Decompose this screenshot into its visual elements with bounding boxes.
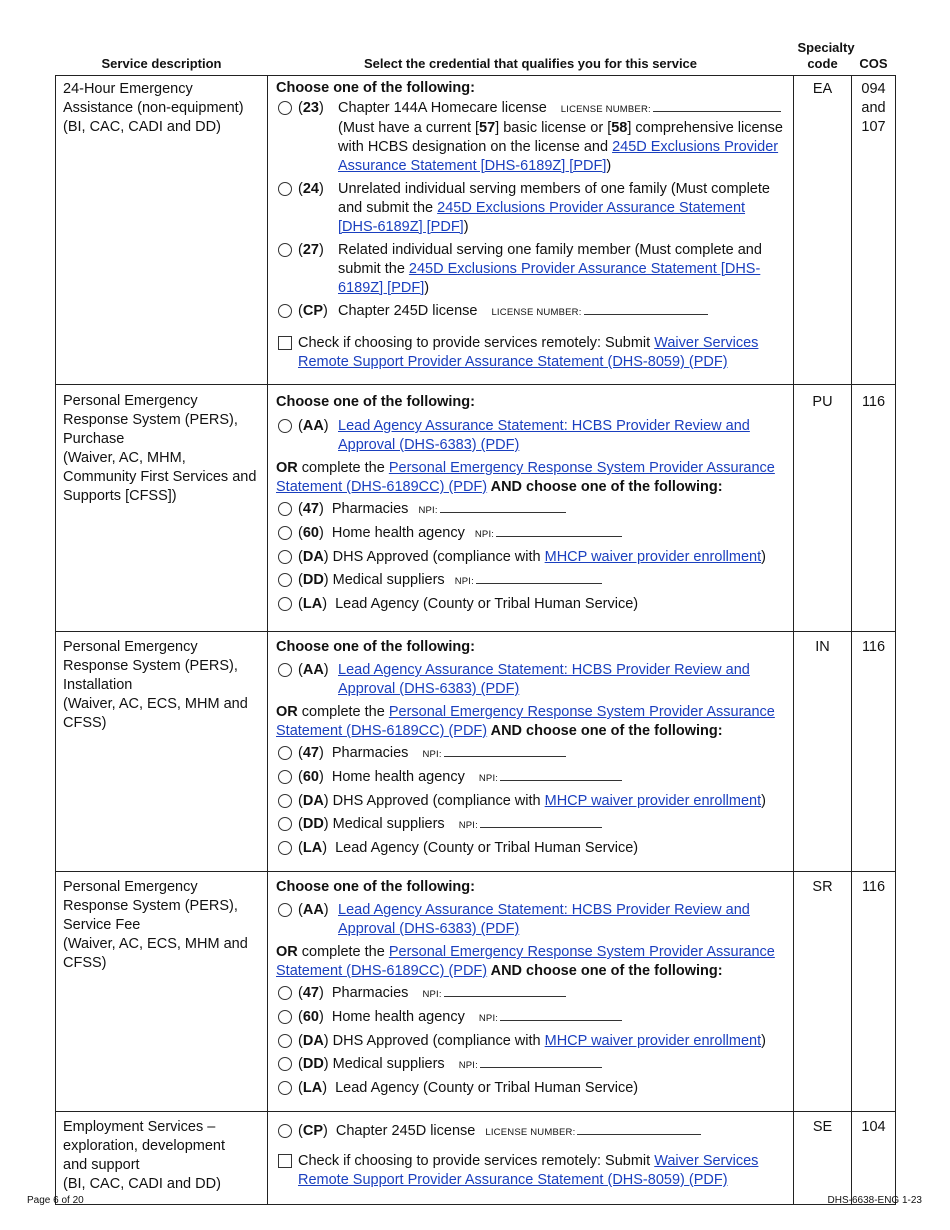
cos-value: 104 — [852, 1112, 896, 1205]
cos-value: 116 — [852, 632, 896, 872]
or-instruction — [276, 459, 787, 497]
table-row — [56, 632, 896, 872]
option-text: Chapter 144A Homecare license — [338, 100, 547, 116]
desc-line: Supports [CFSS]) — [63, 488, 177, 504]
option-dd-radio[interactable] — [278, 1057, 292, 1071]
option-dd-radio[interactable] — [278, 817, 292, 831]
desc-line: Personal Emergency — [63, 879, 198, 895]
option-60: (60) Home health agency NPI: — [276, 768, 787, 788]
option-text: Unrelated individual serving members of one family (Must complete and submit the — [338, 181, 770, 216]
desc-line: Purchase — [63, 431, 125, 447]
npi-label: NPI: — [478, 1013, 499, 1024]
desc-line: Installation — [63, 677, 133, 693]
option-47: (47) Pharmacies NPI: — [276, 984, 787, 1004]
option-text: Chapter 245D license — [338, 303, 478, 319]
option-23: (23) Chapter 144A Homecare license LICENSE NUMBER: (Must have a current [57] basic license or [58] comprehensive license with HCBS designation on the license and 245D Exclusions Provider Assurance Statement [DHS-6189Z] [PDF]) — [276, 99, 787, 176]
note-code: 57 — [479, 120, 496, 136]
option-cp: (CP) Chapter 245D license LICENSE NUMBER: — [276, 1122, 787, 1142]
license-number-field[interactable] — [653, 110, 781, 112]
license-number-field[interactable] — [584, 313, 708, 315]
option-code: 60 — [302, 525, 319, 541]
option-code: LA — [302, 596, 323, 612]
option-text: DHS Approved (compliance with — [332, 793, 545, 809]
credential-options — [268, 76, 794, 385]
option-60-radio[interactable] — [278, 1010, 292, 1024]
option-close: ) — [761, 549, 766, 565]
and-label: AND choose one of the following: — [487, 723, 723, 739]
specialty-code: SR — [794, 872, 852, 1112]
option-code: 23 — [302, 100, 319, 116]
desc-line: exploration, development — [63, 1138, 226, 1154]
npi-label: NPI: — [474, 529, 495, 540]
option-dd: (DD) Medical suppliers NPI: — [276, 815, 787, 835]
option-text: Related individual serving one family member (Must complete and submit the — [338, 242, 762, 277]
option-60-radio[interactable] — [278, 526, 292, 540]
cos-value: 116 — [852, 385, 896, 632]
option-la: (LA) Lead Agency (County or Tribal Human Service) — [276, 839, 787, 858]
or-text: complete the — [297, 460, 389, 476]
desc-line: Assistance (non-equipment) — [63, 100, 244, 116]
desc-line: CFSS) — [63, 955, 107, 971]
desc-line: and support — [63, 1157, 140, 1173]
desc-line: (BI, CAC, CADI and DD) — [63, 1176, 221, 1192]
option-text: Home health agency — [331, 769, 465, 785]
option-text: Lead Agency (County or Tribal Human Service) — [335, 1080, 639, 1096]
or-label: OR — [276, 460, 298, 476]
option-text: Pharmacies — [331, 745, 409, 761]
lead-agency-assurance-link[interactable]: Lead Agency Assurance Statement: HCBS Provider Review and Approval (DHS-6383) (PDF) — [338, 662, 750, 697]
desc-line: (BI, CAC, CADI and DD) — [63, 119, 221, 135]
desc-line: CFSS) — [63, 715, 107, 731]
license-number-label: LICENSE NUMBER: — [485, 1127, 576, 1138]
option-text: Chapter 245D license — [335, 1123, 476, 1139]
remote-text: Check if choosing to provide services remotely: Submit — [298, 1153, 655, 1169]
header-specialty-code — [794, 40, 855, 76]
note-text: ] comprehensive license with HCBS designation on the license and — [338, 120, 783, 155]
choose-heading: Choose one of the following: — [276, 394, 475, 410]
option-text: Lead Agency (County or Tribal Human Service) — [335, 840, 639, 856]
option-cp-radio[interactable] — [278, 304, 292, 318]
form-number: DHS-6638-ENG 1-23 — [827, 1195, 922, 1206]
remote-support-link[interactable]: Waiver Services Remote Support Provider Assurance Statement (DHS-8059) (PDF) — [298, 335, 759, 370]
header-specialty-line1: Specialty — [797, 40, 855, 55]
pers-assurance-link[interactable]: Personal Emergency Response System Provider Assurance Statement (DHS-6189CC) (PDF) — [276, 944, 775, 979]
option-la-radio[interactable] — [278, 841, 292, 855]
option-aa: (AA) Lead Agency Assurance Statement: HCBS Provider Review and Approval (DHS-6383) (PDF) — [276, 661, 787, 699]
npi-field[interactable] — [444, 995, 566, 997]
service-description — [56, 872, 268, 1112]
desc-line: Employment Services – — [63, 1119, 216, 1135]
245d-exclusions-link[interactable]: 245D Exclusions Provider Assurance Statement [DHS-6189Z] [PDF] — [338, 200, 746, 235]
option-23-note — [338, 119, 787, 176]
credential-table — [55, 40, 896, 1205]
option-text: DHS Approved (compliance with — [332, 549, 545, 565]
page-number: Page 6 of 20 — [27, 1195, 84, 1206]
cos-value: 116 — [852, 872, 896, 1112]
option-code: 24 — [302, 181, 319, 197]
choose-heading: Choose one of the following: — [276, 80, 475, 96]
option-text: Pharmacies — [331, 985, 409, 1001]
desc-line: Response System (PERS), — [63, 898, 238, 914]
option-aa-radio[interactable] — [278, 903, 292, 917]
option-47-radio[interactable] — [278, 986, 292, 1000]
option-la-radio[interactable] — [278, 597, 292, 611]
npi-label: NPI: — [458, 1060, 478, 1071]
lead-agency-assurance-link[interactable]: Lead Agency Assurance Statement: HCBS Provider Review and Approval (DHS-6383) (PDF) — [338, 418, 750, 453]
cos-line: 107 — [861, 119, 886, 135]
mhcp-enrollment-link[interactable]: MHCP waiver provider enrollment — [544, 549, 762, 565]
pers-assurance-link[interactable]: Personal Emergency Response System Provider Assurance Statement (DHS-6189CC) (PDF) — [276, 460, 775, 495]
desc-line: (Waiver, AC, ECS, MHM and — [63, 696, 248, 712]
option-aa-radio[interactable] — [278, 419, 292, 433]
option-23-radio[interactable] — [278, 101, 292, 115]
credential-options — [268, 632, 794, 872]
desc-line: (Waiver, AC, MHM, — [63, 450, 186, 466]
option-code: DD — [302, 1056, 324, 1072]
option-text: Medical suppliers — [332, 1056, 445, 1072]
table-row — [56, 872, 896, 1112]
npi-field[interactable] — [480, 826, 602, 828]
option-close: ) — [463, 219, 469, 235]
desc-line: Personal Emergency — [63, 639, 198, 655]
or-label: OR — [276, 944, 298, 960]
and-label: AND choose one of the following: — [487, 963, 723, 979]
desc-line: Response System (PERS), — [63, 658, 238, 674]
license-number-label: LICENSE NUMBER: — [491, 307, 582, 318]
specialty-code: EA — [794, 76, 852, 385]
desc-line: Service Fee — [63, 917, 141, 933]
credential-options — [268, 385, 794, 632]
remote-support-link[interactable]: Waiver Services Remote Support Provider Assurance Statement (DHS-8059) (PDF) — [298, 1153, 759, 1188]
option-code: LA — [302, 840, 323, 856]
option-24-radio[interactable] — [278, 182, 292, 196]
service-description — [56, 385, 268, 632]
note-close: ) — [606, 158, 612, 174]
cos-line: and — [861, 100, 886, 116]
option-text: Medical suppliers — [332, 572, 445, 588]
option-47: (47) Pharmacies NPI: — [276, 744, 787, 764]
option-47: (47) Pharmacies NPI: — [276, 500, 787, 520]
option-la: (LA) Lead Agency (County or Tribal Human Service) — [276, 1079, 787, 1098]
specialty-code: SE — [794, 1112, 852, 1205]
header-service-description: Service description — [101, 56, 222, 71]
option-code: 47 — [302, 745, 319, 761]
245d-exclusions-link[interactable]: 245D Exclusions Provider Assurance Statement [DHS-6189Z] [PDF] — [338, 139, 779, 174]
option-da: (DA) DHS Approved (compliance with MHCP waiver provider enrollment) — [276, 792, 787, 811]
or-label: OR — [276, 704, 298, 720]
option-text: Home health agency — [331, 1009, 465, 1025]
service-description — [56, 632, 268, 872]
header-specialty-line2: code — [807, 56, 838, 71]
option-da: (DA) DHS Approved (compliance with MHCP waiver provider enrollment) — [276, 1032, 787, 1051]
credential-table-wrapper — [55, 40, 895, 1205]
option-dd: (DD) Medical suppliers NPI: — [276, 1055, 787, 1075]
option-47-radio[interactable] — [278, 502, 292, 516]
option-code: AA — [302, 902, 324, 918]
remote-services-check — [276, 334, 787, 372]
desc-line: Personal Emergency — [63, 393, 198, 409]
table-row — [56, 385, 896, 632]
option-cp-radio[interactable] — [278, 1124, 292, 1138]
option-code: AA — [302, 418, 324, 434]
option-code: DA — [302, 549, 324, 565]
credential-options — [268, 1112, 794, 1205]
option-27: (27) Related individual serving one family member (Must complete and submit the 245D Exclusions Provider Assurance Statement [DHS-6189Z] [PDF]) — [276, 241, 787, 298]
or-text: complete the — [297, 704, 389, 720]
option-47-radio[interactable] — [278, 746, 292, 760]
option-aa: (AA) Lead Agency Assurance Statement: HCBS Provider Review and Approval (DHS-6383) (PDF) — [276, 417, 787, 455]
option-60-radio[interactable] — [278, 770, 292, 784]
cos-value — [852, 76, 896, 385]
option-text: Home health agency — [331, 525, 465, 541]
option-text: Pharmacies — [331, 501, 409, 517]
choose-heading: Choose one of the following: — [276, 879, 475, 895]
option-close: ) — [761, 793, 766, 809]
table-row — [56, 1112, 896, 1205]
mhcp-enrollment-link[interactable]: MHCP waiver provider enrollment — [544, 793, 762, 809]
license-number-field[interactable] — [577, 1133, 701, 1135]
option-da-radio[interactable] — [278, 794, 292, 808]
option-la: (LA) Lead Agency (County or Tribal Human Service) — [276, 595, 787, 614]
table-row — [56, 76, 896, 385]
npi-label: NPI: — [418, 505, 438, 516]
option-dd: (DD) Medical suppliers NPI: — [276, 571, 787, 591]
option-da: (DA) DHS Approved (compliance with MHCP waiver provider enrollment) — [276, 548, 787, 567]
npi-label: NPI: — [422, 989, 442, 1000]
or-text: complete the — [297, 944, 389, 960]
option-aa: (AA) Lead Agency Assurance Statement: HCBS Provider Review and Approval (DHS-6383) (PDF) — [276, 901, 787, 939]
remote-text: Check if choosing to provide services remotely: Submit — [298, 335, 655, 351]
specialty-code: IN — [794, 632, 852, 872]
mhcp-enrollment-link[interactable]: MHCP waiver provider enrollment — [544, 1033, 762, 1049]
npi-field[interactable] — [500, 779, 622, 781]
or-instruction — [276, 943, 787, 981]
option-60: (60) Home health agency NPI: — [276, 524, 787, 544]
option-code: DD — [302, 572, 324, 588]
option-dd-radio[interactable] — [278, 573, 292, 587]
desc-line: 24-Hour Emergency — [63, 81, 193, 97]
option-code: 60 — [302, 1009, 319, 1025]
option-aa-radio[interactable] — [278, 663, 292, 677]
header-credential: Select the credential that qualifies you for this service — [363, 56, 698, 71]
cos-line: 094 — [861, 81, 886, 97]
option-code: 27 — [302, 242, 319, 258]
option-code: 47 — [302, 985, 319, 1001]
service-description — [56, 1112, 268, 1205]
option-60: (60) Home health agency NPI: — [276, 1008, 787, 1028]
option-cp: (CP) Chapter 245D license LICENSE NUMBER: — [276, 302, 787, 322]
choose-heading: Choose one of the following: — [276, 639, 475, 655]
remote-services-checkbox[interactable] — [278, 336, 292, 350]
option-code: DD — [302, 816, 324, 832]
option-code: AA — [302, 662, 324, 678]
note-text: (Must have a current [ — [338, 120, 480, 136]
option-la-radio[interactable] — [278, 1081, 292, 1095]
lead-agency-assurance-link[interactable]: Lead Agency Assurance Statement: HCBS Provider Review and Approval (DHS-6383) (PDF) — [338, 902, 750, 937]
option-code: DA — [302, 1033, 324, 1049]
table-header-row — [56, 40, 896, 76]
service-description — [56, 76, 268, 385]
option-code: 60 — [302, 769, 319, 785]
option-close: ) — [424, 280, 430, 296]
option-code: 47 — [302, 501, 319, 517]
remote-services-checkbox[interactable] — [278, 1154, 292, 1168]
option-text: DHS Approved (compliance with — [332, 1033, 545, 1049]
npi-field[interactable] — [444, 755, 566, 757]
option-code: LA — [302, 1080, 323, 1096]
npi-field[interactable] — [500, 1019, 622, 1021]
desc-line: (Waiver, AC, ECS, MHM and — [63, 936, 248, 952]
npi-field[interactable] — [480, 1066, 602, 1068]
desc-line: Community First Services and — [63, 469, 257, 485]
option-text: Lead Agency (County or Tribal Human Service) — [335, 596, 639, 612]
npi-field[interactable] — [440, 511, 566, 513]
and-label: AND choose one of the following: — [487, 479, 723, 495]
npi-field[interactable] — [476, 582, 602, 584]
option-da-radio[interactable] — [278, 550, 292, 564]
desc-line: Response System (PERS), — [63, 412, 238, 428]
license-number-label: LICENSE NUMBER: — [560, 104, 651, 115]
npi-label: NPI: — [458, 820, 478, 831]
option-code: CP — [302, 303, 323, 319]
option-text: Medical suppliers — [332, 816, 445, 832]
remote-services-check — [276, 1152, 787, 1190]
option-code: CP — [302, 1123, 323, 1139]
or-instruction — [276, 703, 787, 741]
option-27-radio[interactable] — [278, 243, 292, 257]
header-cos: COS — [859, 56, 888, 71]
specialty-code: PU — [794, 385, 852, 632]
npi-label: NPI: — [454, 576, 474, 587]
note-code: 58 — [611, 120, 628, 136]
pers-assurance-link[interactable]: Personal Emergency Response System Provider Assurance Statement (DHS-6189CC) (PDF) — [276, 704, 775, 739]
note-text: ] basic license or [ — [495, 120, 612, 136]
npi-label: NPI: — [422, 749, 442, 760]
option-close: ) — [761, 1033, 766, 1049]
option-24: (24) Unrelated individual serving members of one family (Must complete and submit the 245D Exclusions Provider Assurance Statement [DHS-6189Z] [PDF]) — [276, 180, 787, 237]
option-code: DA — [302, 793, 324, 809]
npi-field[interactable] — [496, 535, 622, 537]
245d-exclusions-link[interactable]: 245D Exclusions Provider Assurance Statement [DHS-6189Z] [PDF] — [338, 261, 761, 296]
credential-options — [268, 872, 794, 1112]
option-da-radio[interactable] — [278, 1034, 292, 1048]
npi-label: NPI: — [478, 773, 499, 784]
